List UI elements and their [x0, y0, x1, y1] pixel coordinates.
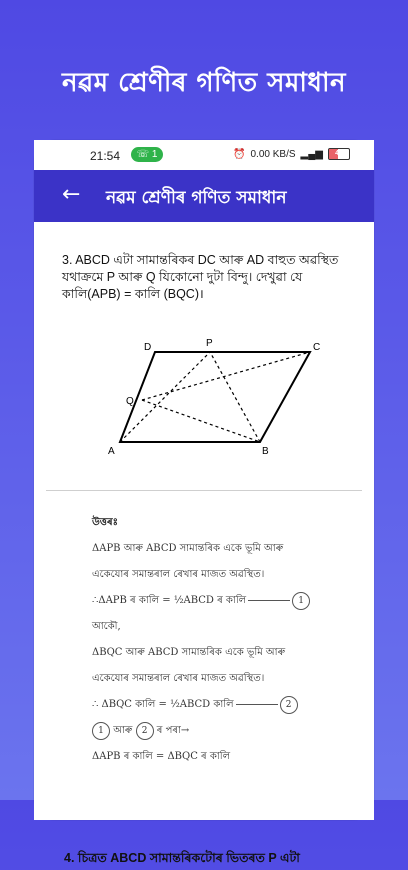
content-area[interactable] — [34, 222, 374, 865]
answer-line: একেযোৰ সমান্তৰাল ৰেখাৰ মাজত অৱস্থিত। — [92, 673, 265, 684]
answer-line: 1 আৰু 2 ৰ পৰা→ — [92, 720, 362, 746]
promo-title: নৱম শ্ৰেণীৰ গণিত সমাধান — [61, 68, 347, 98]
label-A: A — [108, 446, 115, 457]
answer-line: ΔBQC আৰু ABCD সামান্তৰিক একে ভূমি আৰু — [92, 647, 286, 658]
answer-line: ∴ΔAPB ৰ কালি = ½ABCD ৰ কালি 1 — [92, 590, 362, 616]
eq-ref-1: 1 — [292, 592, 310, 610]
app-bar-title: নৱম শ্ৰেণীৰ গণিত সমাধান — [106, 188, 287, 208]
phone-frame — [34, 140, 374, 865]
status-icons — [233, 148, 350, 160]
label-C: C — [313, 342, 321, 353]
label-B: B — [262, 446, 269, 457]
label-D: D — [144, 342, 152, 353]
battery-icon: 45 — [328, 148, 350, 160]
arrow-left-icon[interactable]: ← — [62, 182, 81, 207]
alarm-icon: ⏰ — [233, 148, 246, 160]
signal-icon: ▂▄▆ — [300, 148, 323, 160]
answer-line: একেযোৰ সমান্তৰাল ৰেখাৰ মাজত অৱস্থিত। — [92, 569, 265, 580]
app-bar — [34, 170, 374, 222]
status-time: 21:54 — [90, 149, 121, 163]
line-BP — [210, 352, 260, 442]
eq-ref-2: 2 — [136, 722, 154, 740]
answer-heading: উত্তৰঃ — [92, 517, 118, 528]
eq-ref-2: 2 — [280, 696, 298, 714]
data-speed: 0.00 KB/S — [250, 148, 296, 160]
label-P: P — [206, 338, 213, 349]
status-bar — [34, 140, 374, 170]
label-Q: Q — [126, 396, 134, 407]
answer-line: ΔAPB আৰু ABCD সামান্তৰিক একে ভূমি আৰু — [92, 543, 284, 554]
answer-line: আকৌ, — [92, 621, 121, 632]
divider — [46, 490, 362, 491]
parallelogram-shape — [120, 352, 310, 442]
line-QC — [142, 352, 310, 400]
answer-line: ∴ ΔBQC কালি = ½ABCD কালি 2 — [92, 694, 362, 720]
answer-line: ΔAPB ৰ কালি = ΔBQC ৰ কালি — [92, 751, 231, 762]
parallelogram-figure — [100, 330, 330, 460]
question-3: 3. ABCD এটা সামান্তৰিকৰ DC আৰু AD বাহুত অৱস্থিত যথাক্ৰমে P আৰু Q যিকোনো দুটা বিন্দু। দেখুৱা যে কালি(APB) = কালি (BQC)। — [62, 253, 339, 301]
question-4: 4. চিত্ৰত ABCD সামান্তৰিকটোৰ ভিতৰত P এটা — [64, 851, 300, 865]
eq-ref-1: 1 — [92, 722, 110, 740]
line-QB — [142, 400, 260, 442]
answer-block — [92, 512, 362, 772]
call-badge: ☏ 1 — [131, 147, 163, 162]
